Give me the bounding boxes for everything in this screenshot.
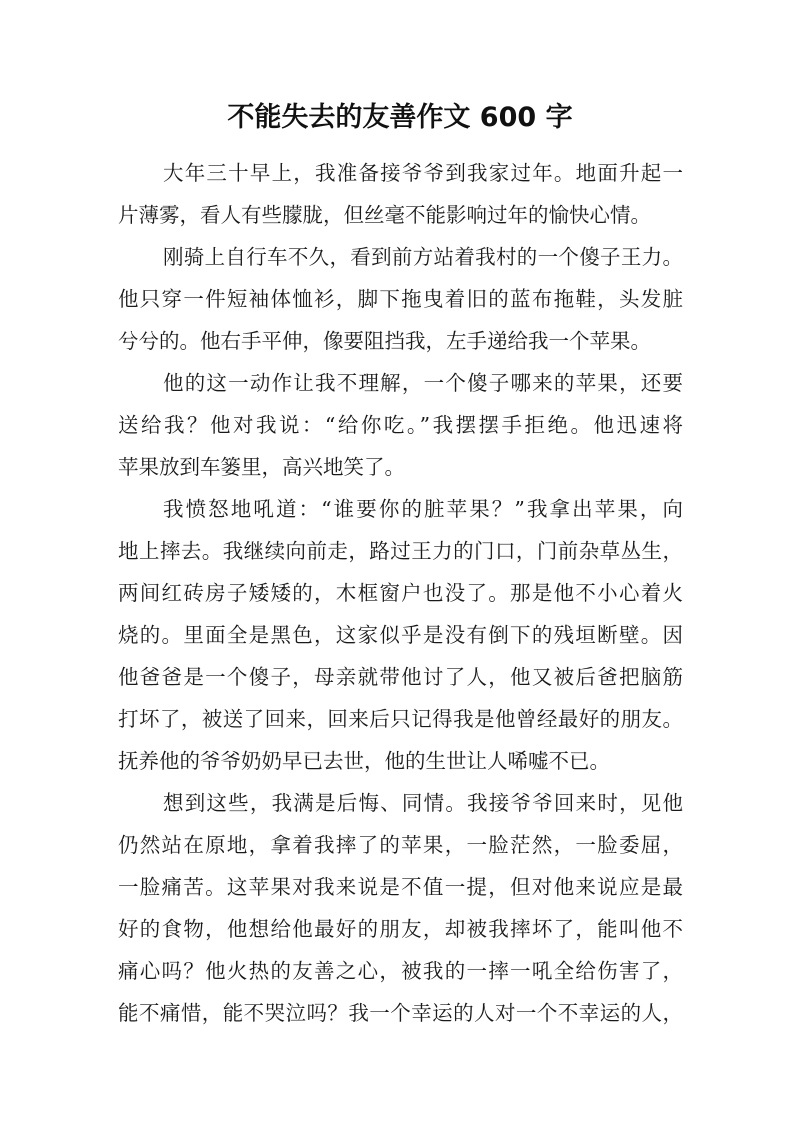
paragraph-line: 抚养他的爷爷奶奶早已去世，他的生世让人唏嘘不已。 — [118, 749, 610, 773]
paragraph-line: 地上摔去。我继续向前走，路过王力的门口，门前杂草丛生， — [118, 539, 683, 563]
paragraph-line: 仍然站在原地，拿着我摔了的苹果，一脸茫然，一脸委屈， — [118, 833, 683, 857]
paragraph-line: 他只穿一件短袖体恤衫，脚下拖曳着旧的蓝布拖鞋，头发脏 — [118, 287, 683, 311]
paragraph-line: 痛心吗？他火热的友善之心，被我的一摔一吼全给伤害了， — [118, 959, 683, 983]
paragraph-line: 刚骑上自行车不久，看到前方站着我村的一个傻子王力。 — [163, 245, 683, 269]
paragraph-line: 一脸痛苦。这苹果对我来说是不值一提，但对他来说应是最 — [118, 875, 683, 899]
paragraph-line: 两间红砖房子矮矮的，木框窗户也没了。那是他不小心着火 — [118, 581, 683, 605]
paragraph-line: 好的食物，他想给他最好的朋友，却被我摔坏了，能叫他不 — [118, 917, 683, 941]
document-title: 不能失去的友善作文 600 字 — [227, 102, 573, 133]
paragraph-line: 片薄雾，看人有些朦胧，但丝毫不能影响过年的愉快心情。 — [118, 203, 651, 227]
document-body — [118, 152, 683, 1034]
paragraph-line: 他爸爸是一个傻子，母亲就带他讨了人，他又被后爸把脑筋 — [118, 665, 683, 689]
paragraph-line: 兮兮的。他右手平伸，像要阻挡我，左手递给我一个苹果。 — [118, 329, 651, 353]
paragraph-line: 我愤怒地吼道：“谁要你的脏苹果？”我拿出苹果，向 — [163, 497, 683, 521]
paragraph-line: 大年三十早上，我准备接爷爷到我家过年。地面升起一 — [163, 161, 683, 185]
paragraph-line: 想到这些，我满是后悔、同情。我接爷爷回来时，见他 — [163, 791, 683, 815]
paragraph-line: 烧的。里面全是黑色，这家似乎是没有倒下的残垣断壁。因 — [118, 623, 683, 647]
paragraph-line: 打坏了，被送了回来，回来后只记得我是他曾经最好的朋友。 — [118, 707, 683, 731]
paragraph-line: 苹果放到车篓里，高兴地笑了。 — [118, 455, 405, 479]
paragraph-line: 能不痛惜，能不哭泣吗？我一个幸运的人对一个不幸运的人， — [118, 1001, 683, 1025]
paragraph-line: 送给我？他对我说：“给你吃。”我摆摆手拒绝。他迅速将 — [118, 413, 683, 437]
paragraph-line: 他的这一动作让我不理解，一个傻子哪来的苹果，还要 — [163, 371, 683, 395]
